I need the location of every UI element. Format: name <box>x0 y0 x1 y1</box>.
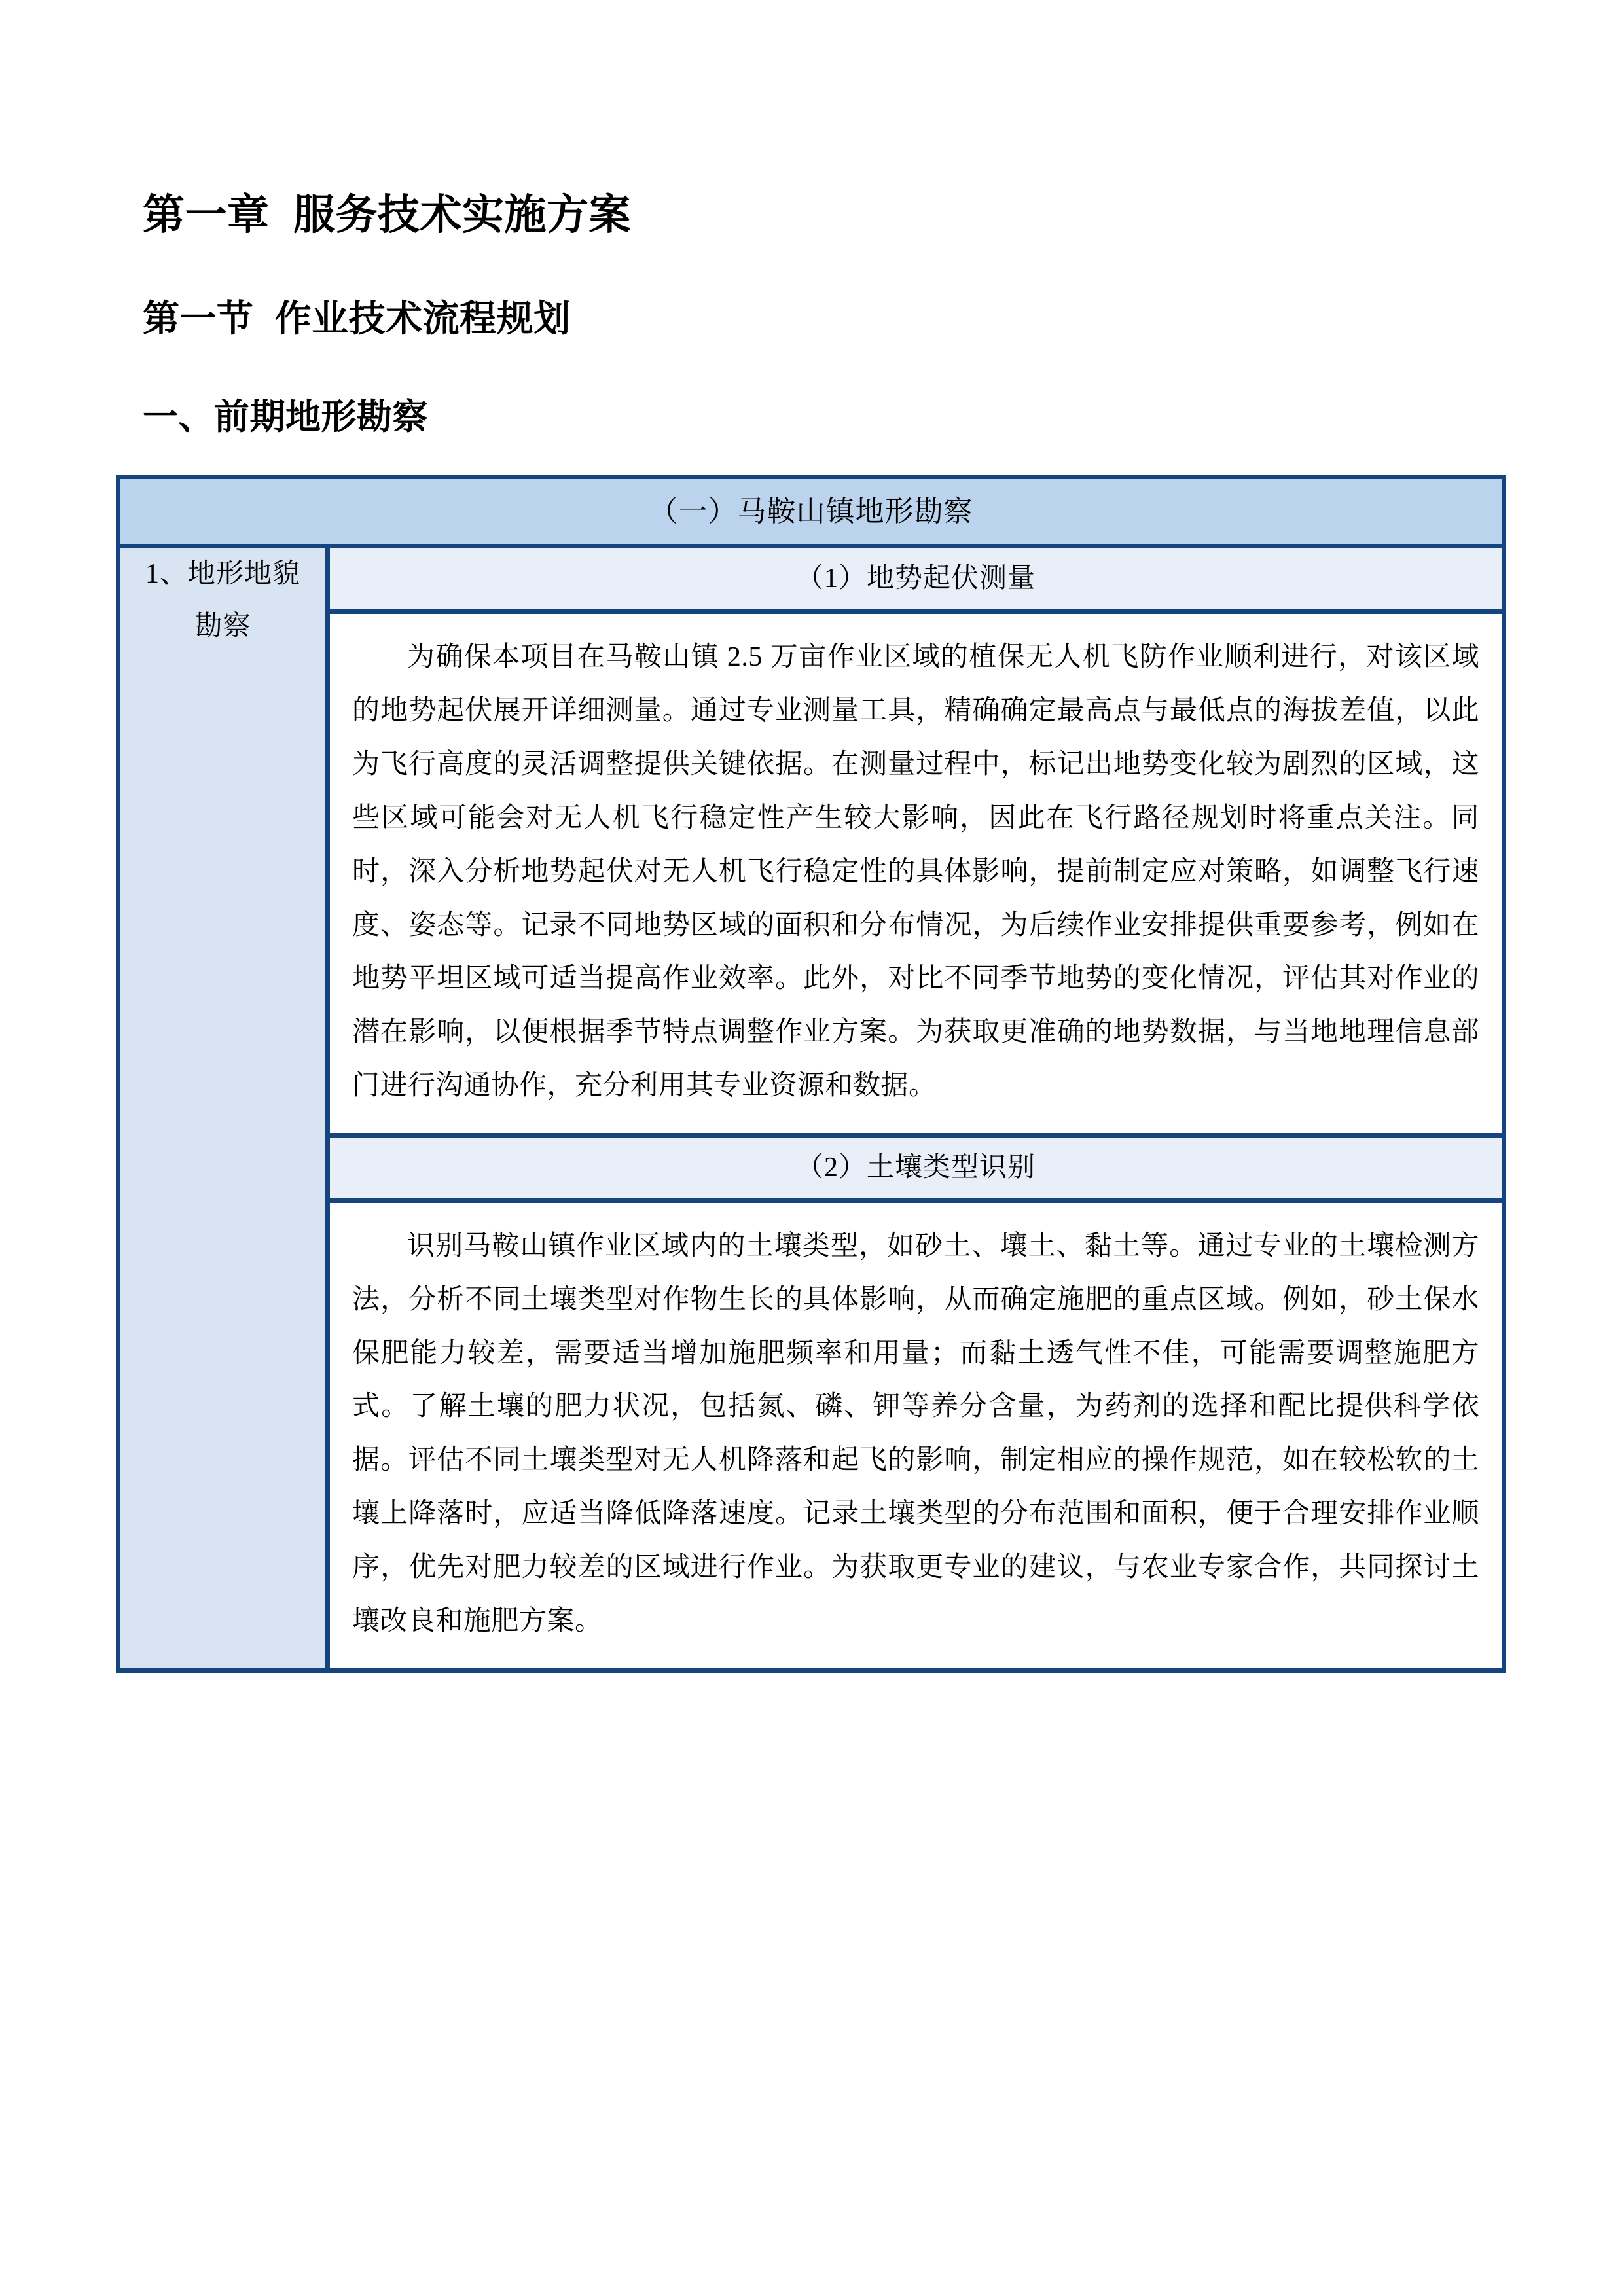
table-row-title <box>118 477 1504 547</box>
table-title-text: （一）马鞍山镇地形勘察 <box>649 495 973 528</box>
subsection-1-body-text: 为确保本项目在马鞍山镇 2.5 万亩作业区域的植保无人机飞防作业顺利进行，对该区域的地势起伏展开详细测量。通过专业测量工具，精确确定最高点与最低点的海拔差值，以此为飞行高度的灵活调整提供关键依据。在测量过程中，标记出地势变化较为剧烈的区域，这些区域可能会对无人机飞行稳定性产生较大影响，因此在飞行路径规划时将重点关注。同时，深入分析地势起伏对无人机飞行稳定性的具体影响，提前制定应对策略，如调整飞行速度、姿态等。记录不同地势区域的面积和分布情况，为后续作业安排提供重要参考，例如在地势平坦区域可适当提高作业效率。此外，对比不同季节地势的变化情况，评估其对作业的潜在影响，以便根据季节特点调整作业方案。为获取更准确的地势数据，与当地地理信息部门进行沟通协作，充分利用其专业资源和数据。 <box>352 642 1479 1102</box>
terrain-survey-table <box>116 475 1506 1673</box>
table-row-subsection-1-header <box>118 547 1504 612</box>
subsection-2-body-cell <box>328 1200 1504 1670</box>
subsection-1-header-text: （1）地势起伏测量 <box>795 564 1036 594</box>
subsection-2-header-cell <box>328 1136 1504 1201</box>
subsection-1-header-cell <box>328 547 1504 612</box>
section-heading: 第一节 作业技术流程规划 <box>143 298 571 339</box>
subsection-2-body-text: 识别马鞍山镇作业区域内的土壤类型，如砂土、壤土、黏土等。通过专业的土壤检测方法，分析不同土壤类型对作物生长的具体影响，从而确定施肥的重点区域。例如，砂土保水保肥能力较差，需要适当增加施肥频率和用量；而黏土透气性不佳，可能需要调整施肥方式。了解土壤的肥力状况，包括氮、磷、钾等养分含量，为药剂的选择和配比提供科学依据。评估不同土壤类型对无人机降落和起飞的影响，制定相应的操作规范，如在较松软的土壤上降落时，应适当降低降落速度。记录土壤类型的分布范围和面积，便于合理安排作业顺序，优先对肥力较差的区域进行作业。为获取更专业的建议，与农业专家合作，共同探讨土壤改良和施肥方案。 <box>352 1230 1479 1637</box>
subsection-1-body-cell <box>328 612 1504 1136</box>
row-label-cell <box>118 547 328 1671</box>
chapter-heading: 第一章 服务技术实施方案 <box>143 191 632 238</box>
row-label-text: 1、地形地貌勘察 <box>145 559 300 642</box>
table-title-cell <box>118 477 1504 547</box>
survey-table-wrapper <box>116 475 1506 1673</box>
subsection-2-header-text: （2）土壤类型识别 <box>795 1153 1036 1183</box>
item-heading: 一、前期地形勘察 <box>143 397 428 437</box>
